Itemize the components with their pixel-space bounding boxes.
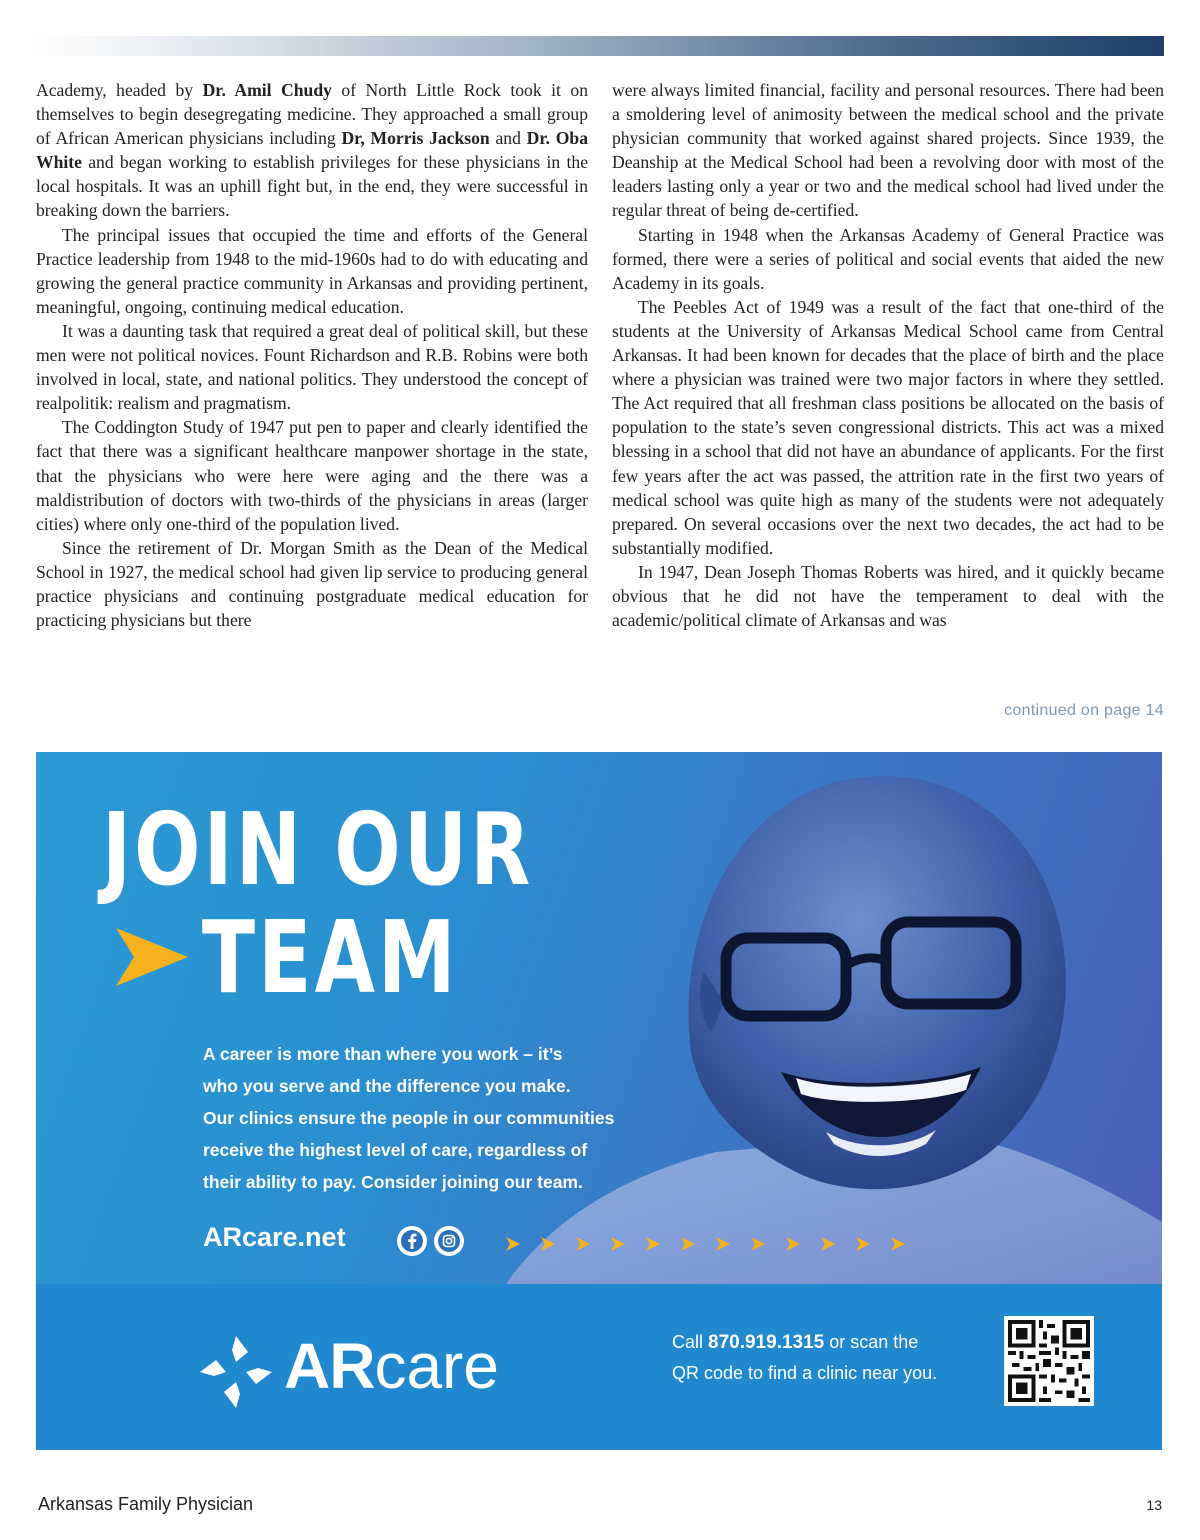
paragraph: The Coddington Study of 1947 put pen to paper and clearly identified the fact that there was a significant healthcare manpower shortage in the state, that the physicians who were here were aging and the there was a maldistribution of doctors with two-thirds of the physicians in areas (larger cities) where only one-third of the population lived.	[36, 417, 588, 534]
header-gradient-bar	[36, 36, 1164, 56]
headline-line-2: TEAM	[201, 899, 459, 1016]
arcare-website-link[interactable]: ARcare.net	[203, 1222, 346, 1252]
ad-contact-panel	[36, 1284, 1162, 1450]
bold-name: Dr. Oba White	[36, 128, 589, 173]
qr-code-icon[interactable]	[1004, 1316, 1094, 1406]
bold-name: Dr, Morris Jackson	[341, 128, 490, 149]
arcare-logo-mark	[196, 1332, 276, 1412]
headline-line-1: JOIN OUR	[102, 791, 534, 908]
chevron-row-decoration	[506, 1234, 926, 1254]
paragraph: In 1947, Dean Joseph Thomas Roberts was hired, and it quickly became obvious that he did not have the temperament to deal with the academic/political climate of Arkansas and was	[612, 561, 1164, 631]
article-column-right	[612, 78, 1164, 632]
publication-title: Arkansas Family Physician	[38, 1494, 254, 1514]
article-column-left	[36, 78, 588, 632]
ad-tagline: A career is more than where you work – it’s who you serve and the difference you make. Our clinics ensure the people in our communities receive the highest level of care, regardless of their ability to pay. Consider joining our team.	[203, 1044, 615, 1192]
facebook-icon[interactable]	[397, 1226, 427, 1256]
paragraph: were always limited financial, facility and personal resources. There had been a smoldering level of animosity between the medical school and the private physician community that worked against shared projects. Since 1939, the Deanship at the Medical School had been a revolving door with most of the leaders lasting only a year or two and the medical school had lived under the regular threat of being de-certified.	[612, 80, 1164, 221]
ad-hero-panel	[36, 752, 1162, 1284]
paragraph: Since the retirement of Dr. Morgan Smith as the Dean of the Medical School in 1927, the medical school had given lip service to producing general practice physicians and continuing postgraduate medical education for practicing physicians but there	[36, 537, 588, 631]
paragraph: The principal issues that occupied the time and efforts of the General Practice leadership from 1948 to the mid-1960s had to do with educating and growing the general practice community in Arkansas and providing pertinent, meaningful, ongoing, continuing medical education.	[36, 224, 588, 317]
paragraph: Starting in 1948 when the Arkansas Academy of General Practice was formed, there were a series of political and social events that aided the new Academy in its goals.	[612, 224, 1164, 293]
bold-name: Dr. Amil Chudy	[202, 80, 332, 100]
instagram-icon[interactable]	[434, 1226, 464, 1256]
paragraph: It was a daunting task that required a great deal of political skill, but these men were not political novices. Fount Richardson and R.B. Robins were both involved in local, state, and national politics. They understood the concept of realpolitik: realism and pragmatism.	[36, 320, 588, 414]
paragraph: The Peebles Act of 1949 was a result of the fact that one-third of the students at the University of Arkansas Medical School came from Central Arkansas. It had been known for decades that the place of birth and the place where a physician was trained were two major factors in where they settled. The Act required that all freshman class positions be allocated on the basis of population to the state’s seven congressional districts. This act was a mixed blessing in a school that did not have an abundance of applicants. For the first few years after the act was passed, the attrition rate in the first two years of medical school was quite high as many of the students were not adequately prepared. On several occasions over the next two decades, the act had to be substantially modified.	[612, 296, 1164, 558]
continued-link[interactable]: continued on page 14	[1004, 702, 1164, 719]
article-body	[36, 78, 1164, 728]
arcare-logo: ARcare	[284, 1330, 499, 1402]
arcare-advertisement	[36, 752, 1162, 1450]
contact-call-to-action: Call 870.919.1315 or scan the QR code to find a clinic near you.	[672, 1332, 938, 1383]
page-number: 13	[1146, 1497, 1162, 1513]
chevron-right-icon	[116, 928, 188, 986]
phone-number[interactable]: 870.919.1315	[708, 1332, 825, 1353]
paragraph: Academy, headed by Dr. Amil Chudy of North Little Rock took it on themselves to begin desegregating medicine. They approached a small group of African American physicians including Dr, Morris Jackson and Dr. Oba White and began working to establish privileges for these physicians in the local hospitals. It was an uphill fight but, in the end, they were successful in breaking down the barriers.	[36, 80, 589, 221]
